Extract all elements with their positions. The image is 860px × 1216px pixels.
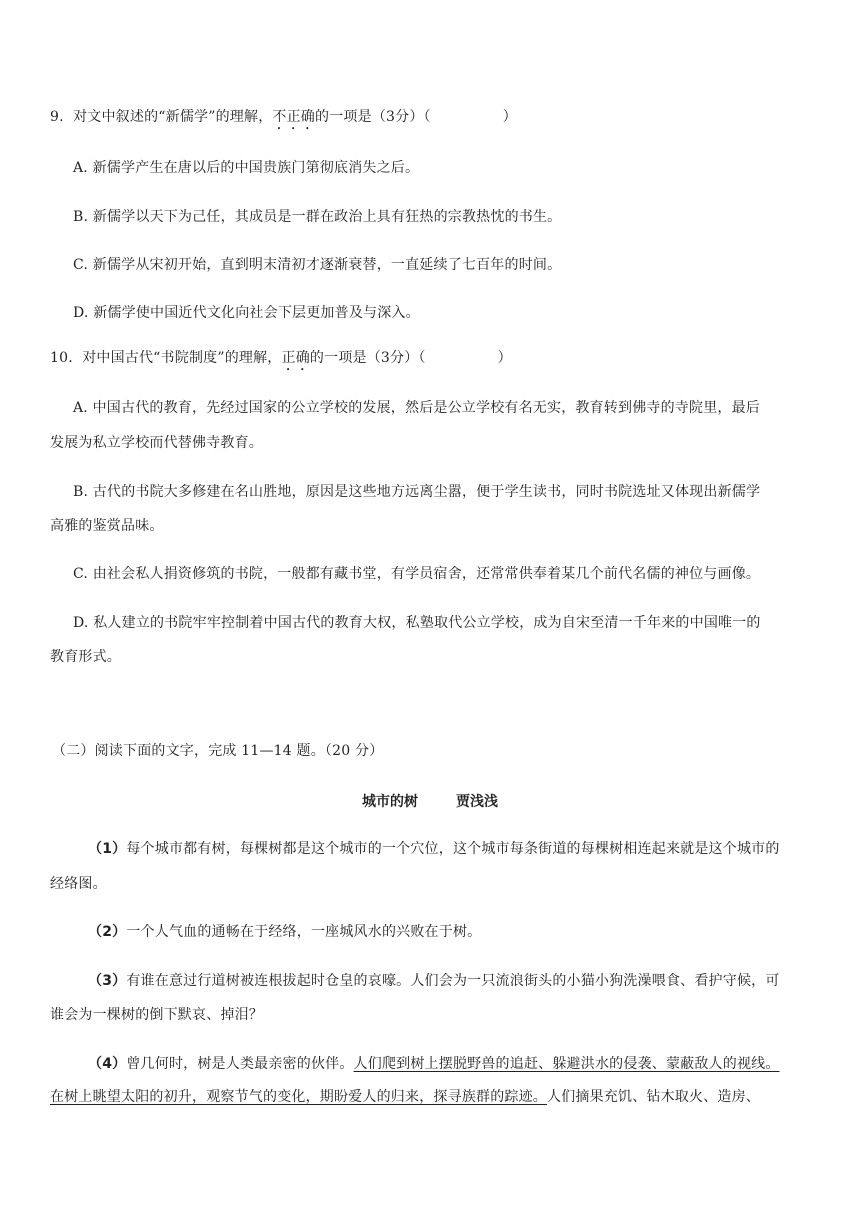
paragraph-text: 每个城市都有树，每棵树都是这个城市的一个穴位，这个城市每条街道的每棵树相连起来就是这个城市的 xyxy=(126,841,780,857)
paragraph-4-line2 xyxy=(50,1087,815,1107)
option-d-line1: D. 私人建立的书院牢牢控制着中国古代的教育大权，私塾取代公立学校，成为自宋至清一千年来的中国唯一的 xyxy=(73,615,761,631)
paragraph-label: （2） xyxy=(88,924,127,940)
essay-title: 城市的树 xyxy=(362,794,418,810)
option-a-line1: A. 中国古代的教育，先经过国家的公立学校的发展，然后是公立学校有名无实，教育转到佛寺的寺院里，最后 xyxy=(73,400,761,416)
underlined-text: 在树上眺望太阳的初升，观察节气的变化，期盼爱人的归来，探寻族群的踪迹。 xyxy=(50,1089,547,1105)
question-9-stem xyxy=(50,107,815,133)
section-heading: （二）阅读下面的文字，完成 11—14 题。（20 分） xyxy=(52,743,384,759)
paragraph-2 xyxy=(88,922,813,942)
essay-author: 贾浅浅 xyxy=(456,794,498,810)
option-d-line2: 教育形式。 xyxy=(50,649,121,665)
paragraph-3-line1 xyxy=(88,971,813,991)
question-stem-before: 对中国古代“书院制度”的理解， xyxy=(82,350,282,366)
option-c: C. 新儒学从宋初开始，直到明末清初才逐渐衰替，一直延续了七百年的时间。 xyxy=(73,257,562,273)
paragraph-1-line1 xyxy=(88,839,813,859)
paragraph-text: 曾几何时，树是人类最亲密的伙伴。 xyxy=(126,1056,354,1072)
option-c-line1: C. 由社会私人捐资修筑的书院，一般都有藏书堂，有学员宿舍，还常常供奉着某几个前代名儒的神位与画像。 xyxy=(73,566,761,582)
option-a-line2: 发展为私立学校而代替佛寺教育。 xyxy=(50,435,263,451)
option-d: D. 新儒学使中国近代文化向社会下层更加普及与深入。 xyxy=(73,305,420,321)
paragraph-1-line2: 经络图。 xyxy=(50,876,107,892)
paragraph-4-line1 xyxy=(88,1054,813,1074)
option-b: B. 新儒学以天下为己任，其成员是一群在政治上具有狂热的宗教热忱的书生。 xyxy=(73,209,562,225)
question-stem-before: 对文中叙述的“新儒学”的理解， xyxy=(73,109,273,125)
option-a: A. 新儒学产生在唐以后的中国贵族门第彻底消失之后。 xyxy=(73,160,420,176)
emphasized-word: 正确 xyxy=(281,350,310,366)
paragraph-text: 人们摘果充饥、钻木取火、造房、 xyxy=(547,1089,760,1105)
question-10-stem xyxy=(50,348,815,374)
paragraph-label: （1） xyxy=(88,841,127,857)
option-b-line1: B. 古代的书院大多修建在名山胜地，原因是这些地方远离尘嚣，便于学生读书，同时书院选址又体现出新儒学 xyxy=(73,484,761,500)
question-stem-after: 的一项是（3分）（ xyxy=(309,350,426,366)
paragraph-text: 有谁在意过行道树被连根拔起时仓皇的哀嚎。人们会为一只流浪街头的小猫小狗洗澡喂食、看护守候，可 xyxy=(126,973,780,989)
underlined-text: 人们爬到树上摆脱野兽的追赶、躲避洪水的侵袭、蒙蔽敌人的视线。 xyxy=(353,1056,780,1072)
option-b-line2: 高雅的鉴赏品味。 xyxy=(50,518,164,534)
question-number: 9. xyxy=(50,109,64,125)
paragraph-label: （3） xyxy=(88,973,127,989)
question-stem-after: 的一项是（3分）（ xyxy=(315,109,431,125)
answer-bracket-close: ） xyxy=(497,350,512,366)
answer-bracket-close: ） xyxy=(502,109,517,125)
question-number: 10. xyxy=(50,350,73,366)
paragraph-text: 一个人气血的通畅在于经络，一座城风水的兴败在于树。 xyxy=(126,924,482,940)
essay-title-line xyxy=(0,791,860,811)
emphasized-word: 不正确 xyxy=(272,109,316,125)
paragraph-3-line2: 谁会为一棵树的倒下默哀、掉泪？ xyxy=(50,1007,263,1023)
paragraph-label: （4） xyxy=(88,1056,127,1072)
